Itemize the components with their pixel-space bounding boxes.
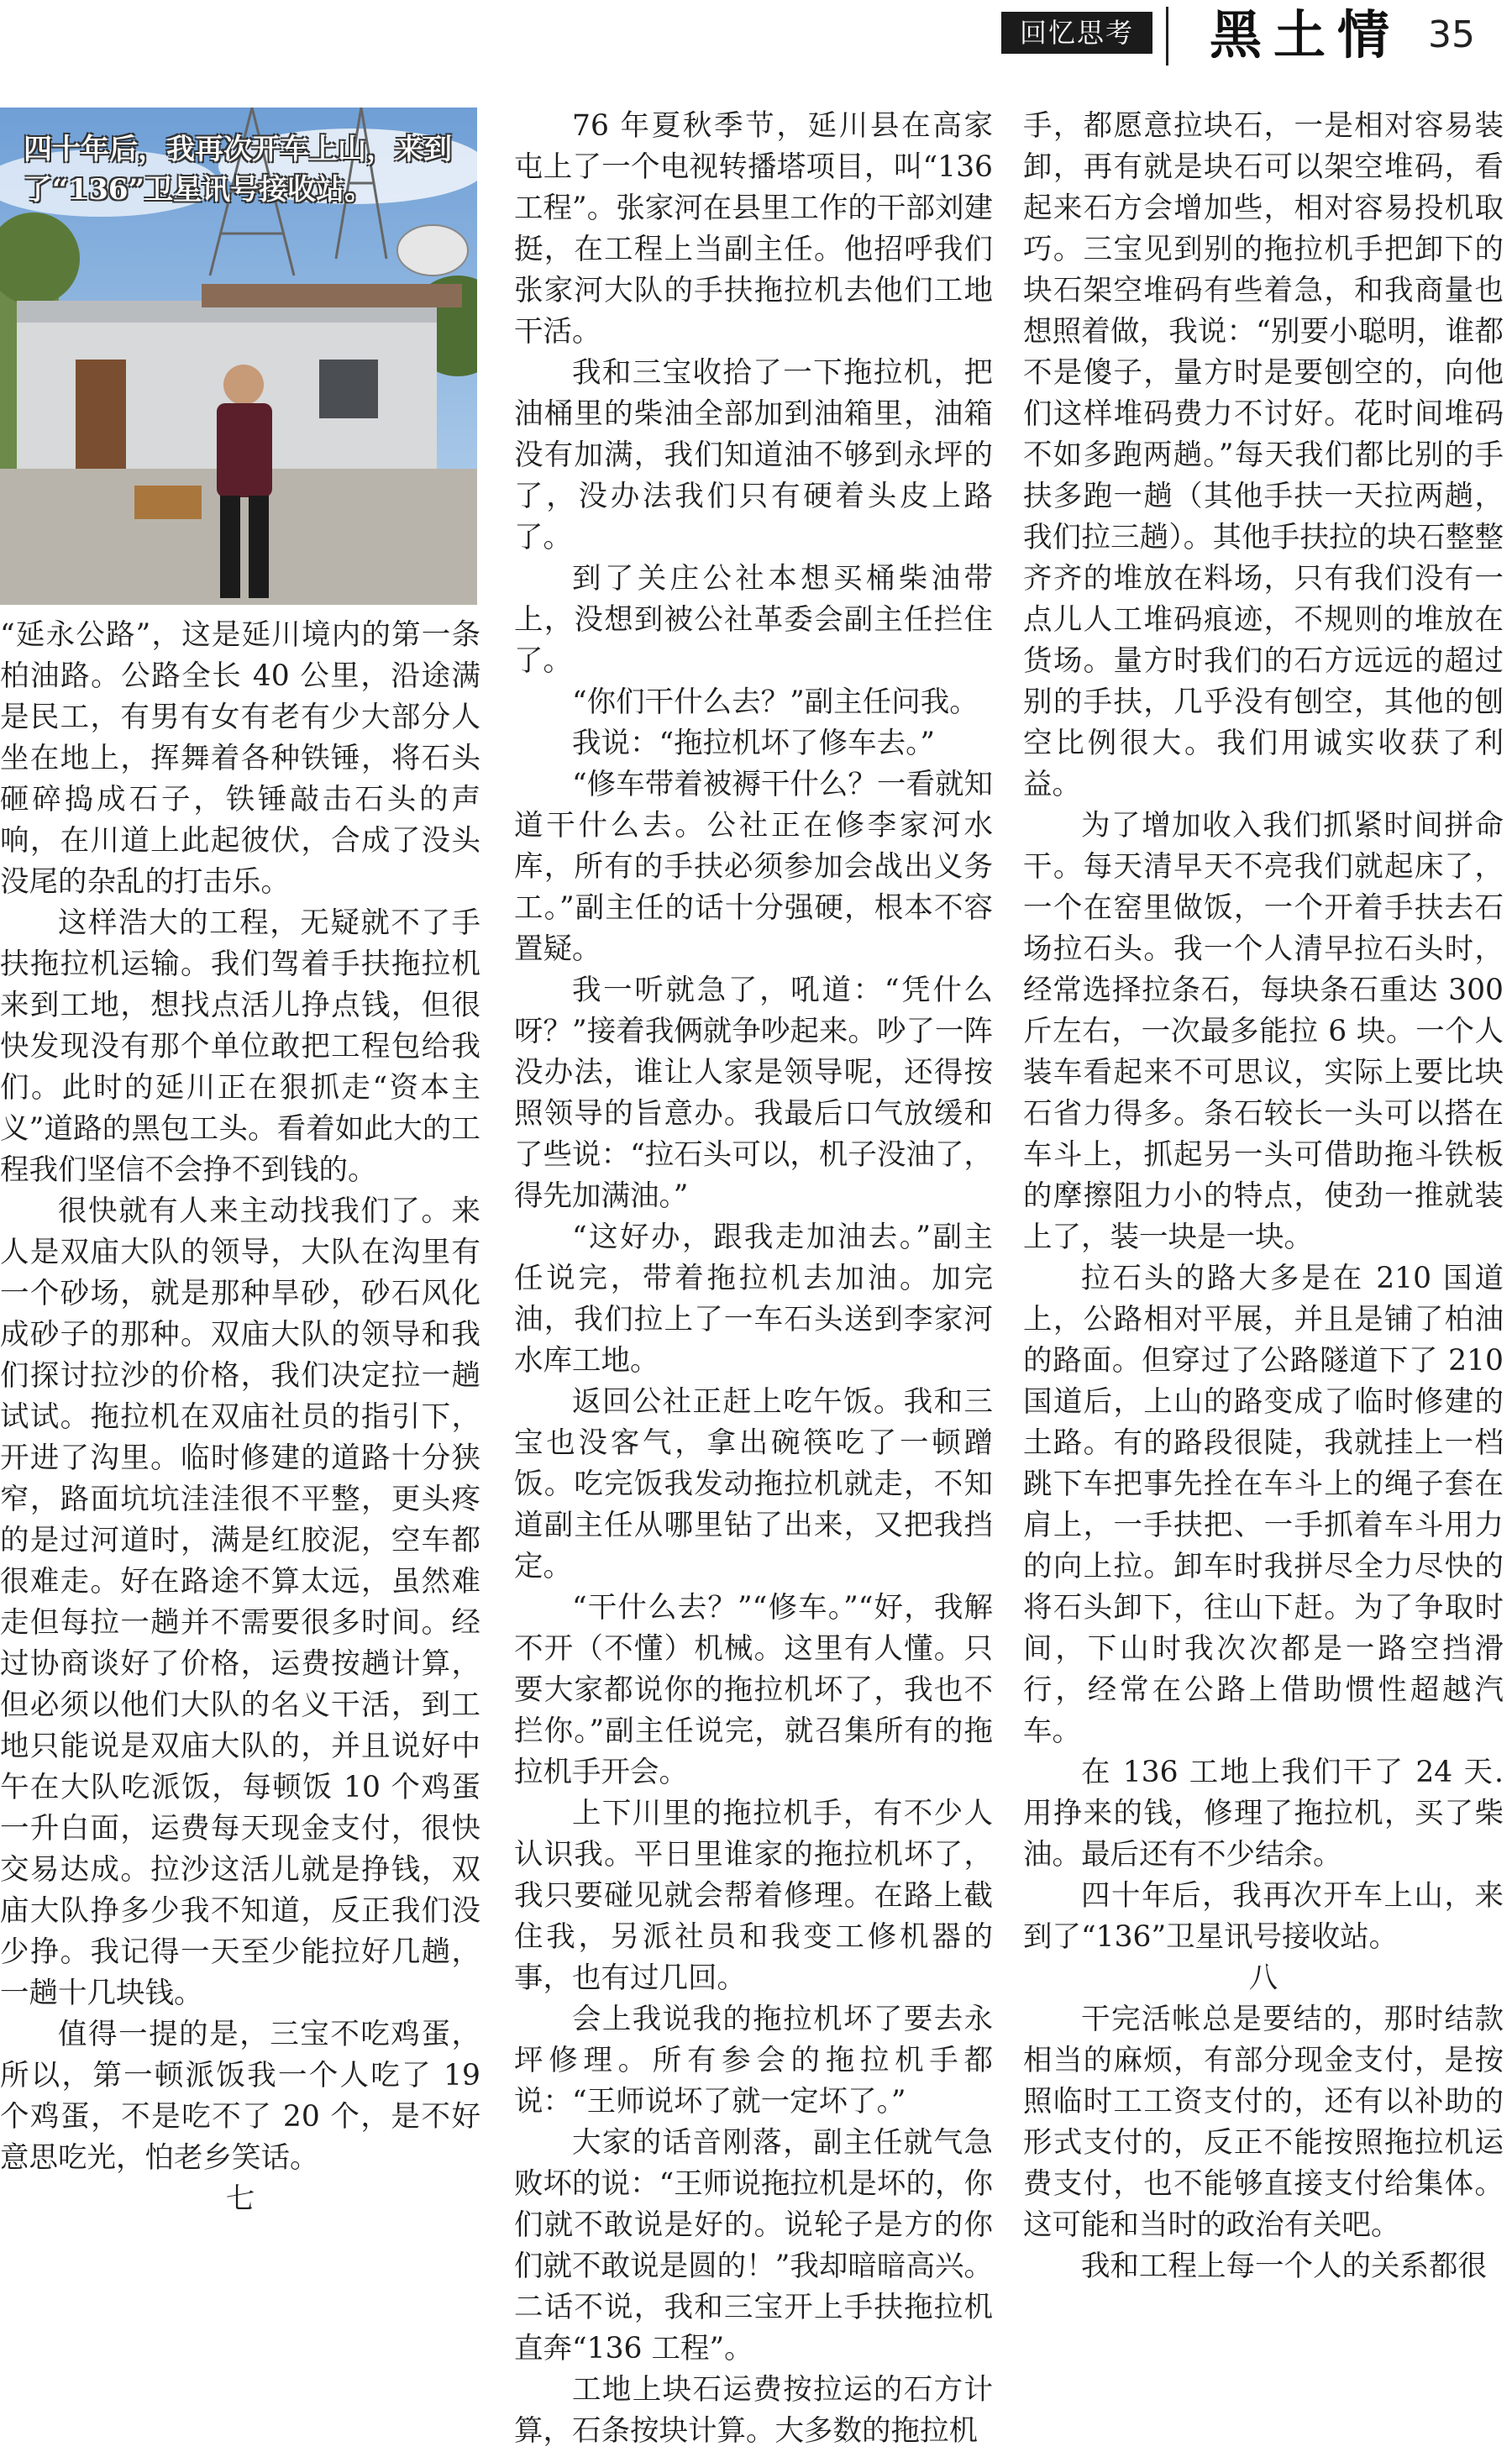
- paragraph: 在 136 工地上我们干了 24 天.用挣来的钱，修理了拖拉机，买了柴油。最后还有不少结余。: [1023, 1756, 1504, 1872]
- paragraph: 到了关庄公社本想买桶柴油带上，没想到被公社革委会副主任拦住了。: [514, 562, 993, 678]
- text-column-1: [0, 615, 480, 2220]
- paragraph: “这好办，跟我走加油去。”副主任说完，带着拖拉机去加油。加完油，我们拉上了一车石头送到李家河水库工地。: [514, 1221, 993, 1378]
- page-header: [0, 0, 1512, 76]
- photo-caption: 四十年后，我再次开车上山，来到了“136”卫星讯号接收站。: [24, 133, 452, 207]
- paragraph: 会上我说我的拖拉机坏了要去永坪修理。所有参会的拖拉机手都说：“王师说坏了就一定坏了。”: [514, 2003, 993, 2119]
- paragraph: “干什么去？”“修车。”“好，我解不开（不懂）机械。这里有人懂。只要大家都说你的拖拉机坏了，我也不拦你。”副主任说完，就召集所有的拖拉机手开会。: [514, 1591, 993, 1789]
- page-number: 35: [1428, 13, 1475, 56]
- text-column-3: [1023, 106, 1504, 2287]
- paragraph: “修车带着被褥干什么？一看就知道干什么去。公社正在修李家河水库，所有的手扶必须参加会战出义务工。”副主任的话十分强硬，根本不容置疑。: [514, 768, 993, 966]
- paragraph: 上下川里的拖拉机手，有不少人认识我。平日里谁家的拖拉机坏了，我只要碰见就会帮着修理。在路上截住我，另派社员和我变工修机器的事，也有过几回。: [514, 1797, 993, 1995]
- paragraph: 四十年后，我再次开车上山，来到了“136”卫星讯号接收站。: [1023, 1879, 1504, 1954]
- paragraph: 大家的话音刚落，副主任就气急败坏的说：“王师说拖拉机是坏的，你们就不敢说是好的。说轮子是方的你们就不敢说是圆的！”我却暗暗高兴。二话不说，我和三宝开上手扶拖拉机直奔“136 工程”。: [514, 2126, 993, 2365]
- section-number: 八: [1248, 1961, 1278, 1995]
- magazine-title: 黑土情: [1210, 4, 1402, 66]
- paragraph: 值得一提的是，三宝不吃鸡蛋，所以，第一顿派饭我一个人吃了 19 个鸡蛋，不是吃不了 20 个，是不好意思吃光，怕老乡笑话。: [0, 2018, 480, 2175]
- paragraph: “延永公路”，这是延川境内的第一条柏油路。公路全长 40 公里，沿途满是民工，有男有女有老有少大部分人坐在地上，挥舞着各种铁锤，将石头砸碎捣成石子，铁锤敲击石头的声响，在川道上此起彼伏，合成了没头没尾的杂乱的打击乐。: [0, 618, 480, 899]
- paragraph: 工地上块石运费按拉运的石方计算，石条按块计算。大多数的拖拉机: [514, 2373, 993, 2448]
- paragraph: 我和工程上每一个人的关系都很: [1081, 2250, 1487, 2283]
- paragraph: 我说：“拖拉机坏了修车去。”: [572, 727, 936, 760]
- paragraph: 很快就有人来主动找我们了。来人是双庙大队的领导，大队在沟里有一个砂场，就是那种旱砂，砂石风化成砂子的那种。双庙大队的领导和我们探讨拉沙的价格，我们决定拉一趟试试。拖拉机在双庙社员的指引下，开进了沟里。临时修建的道路十分狭窄，路面坑坑洼洼很不平整，更头疼的是过河道时，满是红胶泥，空车都很难走。好在路途不算太远，虽然难走但每拉一趟并不需要很多时间。经过协商谈好了价格，运费按趟计算，但必须以他们大队的名义干活，到工地只能说是双庙大队的，并且说好中午在大队吃派饭，每顿饭 10 个鸡蛋一升白面，运费每天现金支付，很快交易达成。拉沙这活儿就是挣钱，双庙大队挣多少我不知道，反正我们没少挣。我记得一天至少能拉好几趟，一趟十几块钱。: [0, 1194, 480, 2010]
- paragraph: 76 年夏秋季节，延川县在高家屯上了一个电视转播塔项目，叫“136 工程”。张家河在县里工作的干部刘建挺，在工程上当副主任。他招呼我们张家河大队的手扶拖拉机去他们工地干活。: [514, 109, 993, 349]
- paragraph: 手，都愿意拉块石，一是相对容易装卸，再有就是块石可以架空堆码，看起来石方会增加些，相对容易投机取巧。三宝见到别的拖拉机手把卸下的块石架空堆码有些着急，和我商量也想照着做，我说：“别要小聪明，谁都不是傻子，量方时是要刨空的，向他们这样堆码费力不讨好。花时间堆码不如多跑两趟。”每天我们都比别的手扶多跑一趟（其他手扶一天拉两趟，我们拉三趟）。其他手扶拉的块石整整齐齐的堆放在料场，只有我们没有一点儿人工堆码痕迹，不规则的堆放在货场。量方时我们的石方远远的超过别的手扶，几乎没有刨空，其他的刨空比例很大。我们用诚实收获了利益。: [1023, 109, 1504, 801]
- paragraph: 拉石头的路大多是在 210 国道上，公路相对平展，并且是铺了柏油的路面。但穿过了公路隧道下了 210 国道后，上山的路变成了临时修建的土路。有的路段很陡，我就挂上一档跳下车把事先拴在车斗上的绳子套在肩上，一手扶把、一手抓着车斗用力的向上拉。卸车时我拼尽全力尽快的将石头卸下，往山下赶。为了争取时间，下山时我次次都是一路空挡滑行，经常在公路上借助惯性超越汽车。: [1023, 1262, 1504, 1748]
- paragraph: 返回公社正赶上吃午饭。我和三宝也没客气，拿出碗筷吃了一顿蹭饭。吃完饭我发动拖拉机就走，不知道副主任从哪里钻了出来，又把我挡定。: [514, 1385, 993, 1583]
- paragraph: 为了增加收入我们抓紧时间拼命干。每天清早天不亮我们就起床了，一个在窑里做饭，一个开着手扶去石场拉石头。我一个人清早拉石头时，经常选择拉条石，每块条石重达 300 斤左右，一次最多能拉 6 块。一个人装车看起来不可思议，实际上要比块石省力得多。条石较长一头可以搭在车斗上，抓起另一头可借助拖斗铁板的摩擦阻力小的特点，使劲一推就装上了，装一块是一块。: [1023, 809, 1504, 1254]
- paragraph: 干完活帐总是要结的，那时结款相当的麻烦，有部分现金支付，是按照临时工工资支付的，还有以补助的形式支付的，反正不能按照拖拉机运费支付，也不能够直接支付给集体。这可能和当时的政治有关吧。: [1023, 2003, 1504, 2242]
- paragraph: 我和三宝收拾了一下拖拉机，把油桶里的柴油全部加到油箱里，油箱没有加满，我们知道油不够到永坪的了，没办法我们只有硬着头皮上路了。: [514, 356, 993, 554]
- paragraph: 我一听就急了，吼道：“凭什么呀？”接着我俩就争吵起来。吵了一阵没办法，谁让人家是领导呢，还得按照领导的旨意办。我最后口气放缓和了些说：“拉石头可以，机子没油了，得先加满油。”: [514, 974, 993, 1213]
- photo: [0, 108, 477, 605]
- paragraph: 这样浩大的工程，无疑就不了手扶拖拉机运输。我们驾着手扶拖拉机来到工地，想找点活儿挣点钱，但很快发现没有那个单位敢把工程包给我们。此时的延川正在狠抓走“资本主义”道路的黑包工头。看着如此大的工程我们坚信不会挣不到钱的。: [0, 906, 480, 1187]
- text-column-2: [514, 106, 993, 2452]
- paragraph: “你们干什么去？”副主任问我。: [572, 685, 979, 719]
- section-number: 七: [225, 2182, 255, 2216]
- section-tag: 回忆思考: [1001, 12, 1152, 54]
- header-divider: [1166, 7, 1168, 66]
